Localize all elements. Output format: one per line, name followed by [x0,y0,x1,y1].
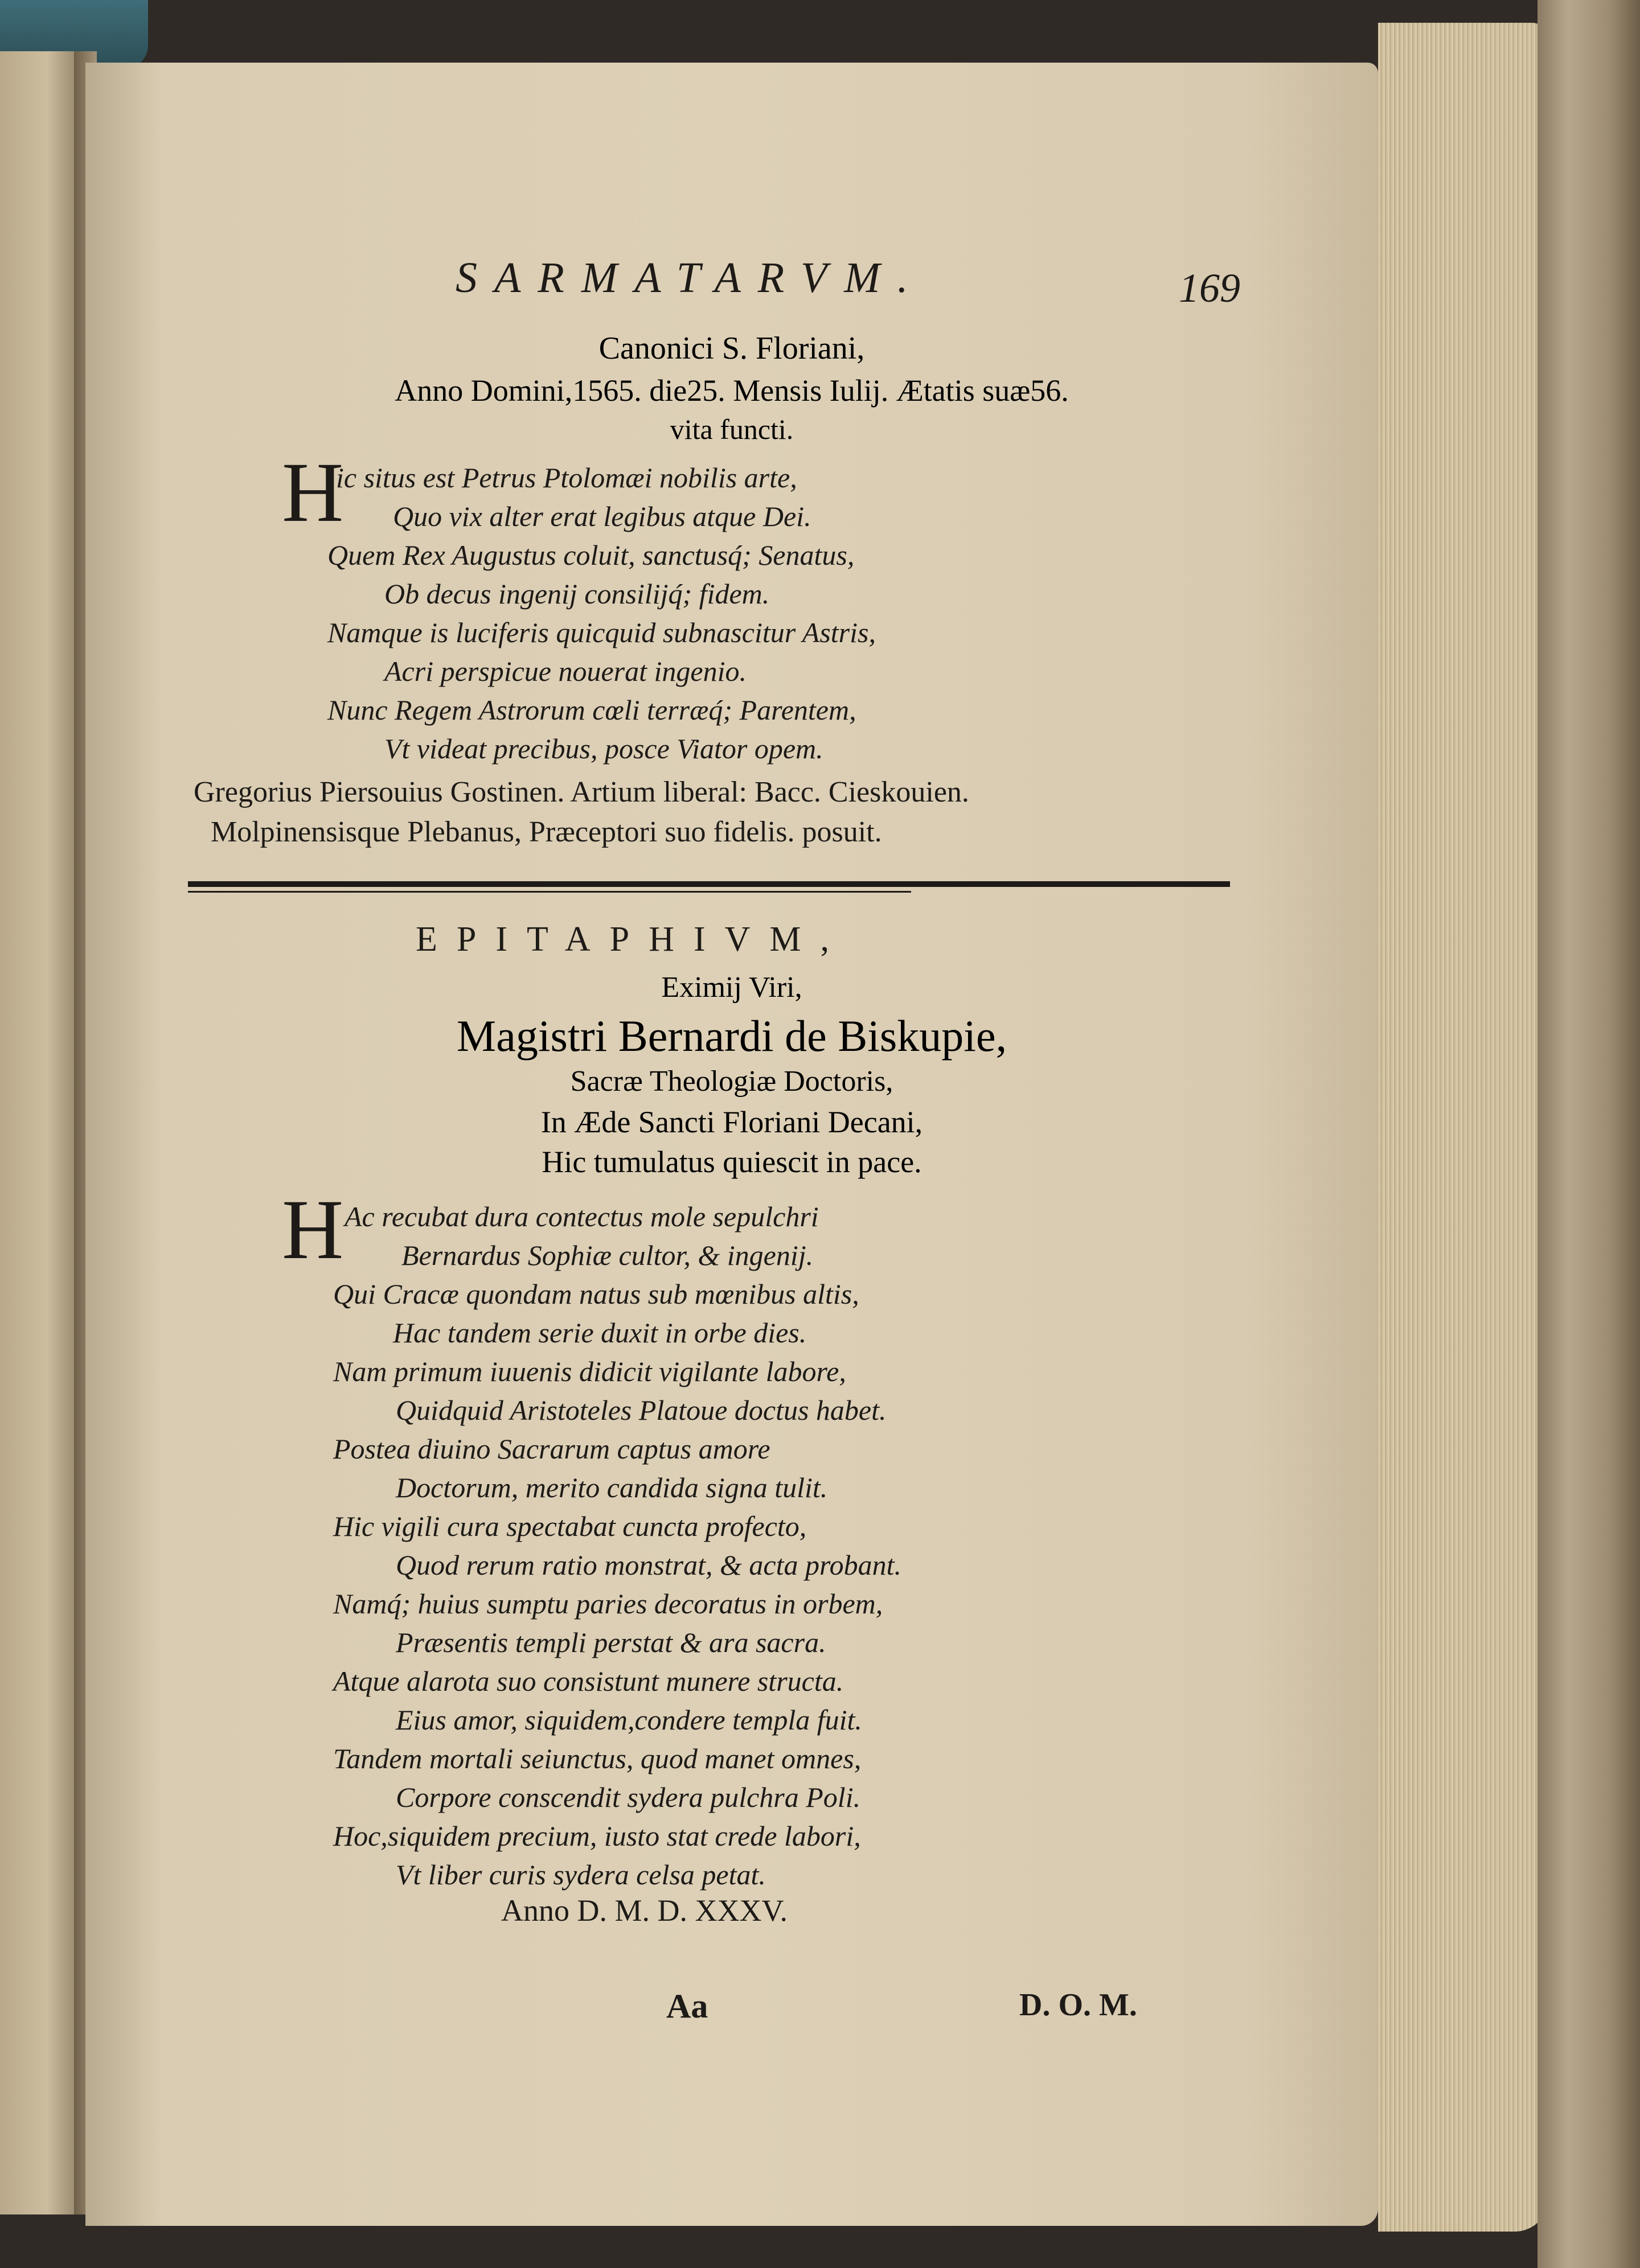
verse: Quod rerum ratio monstrat, & acta probant. [396,1549,901,1581]
dropcap-2: H [282,1182,344,1277]
dropcap-1: H [282,445,344,540]
verse: Ob decus ingenij consilijq́; fidem. [384,578,770,610]
running-title: SARMATARVM. [456,254,925,302]
verse: Præsentis templi perstat & ara sacra. [396,1626,826,1658]
verse: Vt liber curis sydera celsa petat. [396,1859,766,1891]
heading-line-5: Hic tumulatus quiescit in pace. [542,1145,922,1179]
epitaph-heading: EPITAPHIVM, [416,920,848,959]
verse: ic situs est Petrus Ptolomæi nobilis arte, [336,462,797,494]
verse: Nam primum iuuenis didicit vigilante labore, [333,1355,846,1387]
verse: Hic vigili cura spectabat cuncta profecto, [333,1510,807,1542]
heading-line-4: In Æde Sancti Floriani Decani, [540,1105,923,1139]
verse: Hoc,siquidem precium, iusto stat crede labori, [333,1820,861,1852]
verse: Postea diuino Sacrarum captus amore [333,1433,770,1465]
heading-line-3: Sacræ Theologiæ Doctoris, [570,1065,893,1098]
verse: Doctorum, merito candida signa tulit. [396,1472,828,1503]
epitaph-date: Anno D. M. D. XXXV. [501,1893,788,1928]
page-number: 169 [1179,265,1240,311]
verse: Hac tandem serie duxit in orbe dies. [393,1317,807,1349]
verse: Quidquid Aristoteles Platoue doctus habet. [396,1394,887,1426]
verse: Corpore conscendit sydera pulchra Poli. [396,1781,861,1813]
heading-line-2: Magistri Bernardi de Biskupie, [456,1011,1007,1061]
page [85,63,1378,2226]
verse: Atque alarota suo consistunt munere structa. [333,1665,844,1697]
verse: Quo vix alter erat legibus atque Dei. [393,500,811,532]
catchword: D. O. M. [1019,1987,1137,2023]
verse: Ac recubat dura contectus mole sepulchri [345,1201,819,1232]
section-rule-thin [188,891,911,893]
verse: Nunc Regem Astrorum cœli terræq́; Parentem, [327,694,856,726]
dedication-line-2: Molpinensisque Plebanus, Præceptori suo fidelis. posuit. [211,816,882,848]
dedication-line-1: Gregorius Piersouius Gostinen. Artium liberal: Bacc. Cieskouien. [194,776,969,808]
intro-line-2: Anno Domini,1565. die25. Mensis Iulij. Ætatis suæ56. [395,373,1069,408]
intro-line-1: Canonici S. Floriani, [598,331,865,366]
verse: Tandem mortali seiunctus, quod manet omnes, [333,1743,862,1774]
verse: Vt videat precibus, posce Viator opem. [384,733,823,765]
verse: Namq́; huius sumptu paries decoratus in orbem, [333,1588,883,1620]
signature-mark: Aa [666,1987,708,2025]
verse: Acri perspicue nouerat ingenio. [384,655,747,687]
verse: Bernardus Sophiæ cultor, & ingenij. [401,1239,814,1271]
verse: Namque is luciferis quicquid subnascitur Astris, [327,617,876,648]
section-rule [188,881,1230,887]
page-fore-edge [1378,23,1549,2232]
intro-line-3: vita functi. [670,413,794,445]
left-page-edge [0,51,85,2214]
verse: Quem Rex Augustus coluit, sanctusq́; Senatus, [327,539,855,571]
cover-edge [1538,0,1640,2268]
heading-line-1: Eximij Viri, [661,971,802,1004]
verse: Eius amor, siquidem,condere templa fuit. [396,1704,862,1736]
verse: Qui Cracæ quondam natus sub mœnibus altis, [333,1278,859,1310]
